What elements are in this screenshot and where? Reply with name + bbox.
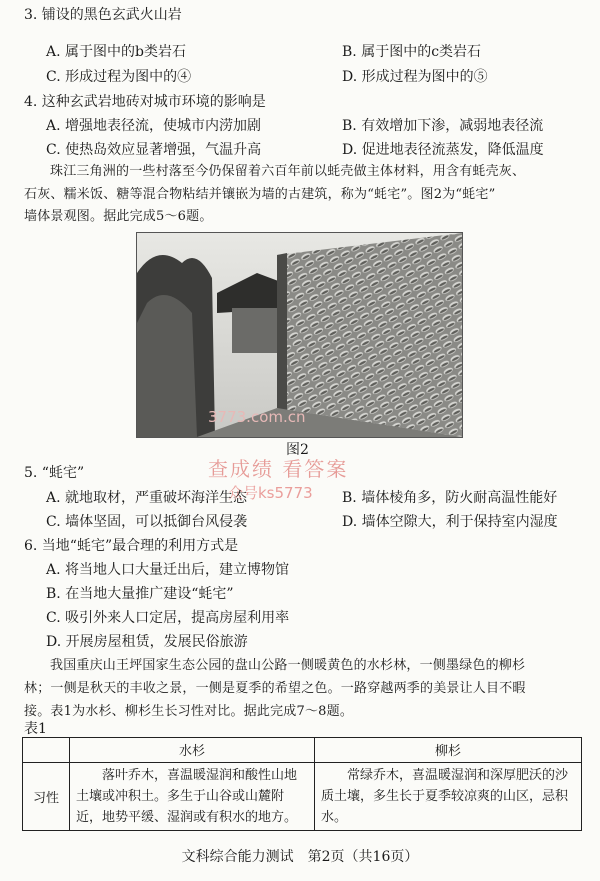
watermark-account: 众号ks5773 [228, 484, 313, 502]
passage-2-line-2: 林；一侧是秋天的丰收之景，一侧是夏季的希望之色。一路穿越两季的美景让人目不暇 [24, 681, 526, 696]
q4-option-d: D. 促进地表径流蒸发，降低温度 [342, 142, 544, 158]
table-header-japanese-cedar: 柳杉 [315, 738, 582, 763]
q6-option-c: C. 吸引外来人口定居，提高房屋利用率 [46, 610, 290, 626]
passage-1-line-3: 墙体景观图。据此完成5～6题。 [24, 209, 213, 224]
table-row-label: 习性 [23, 763, 70, 831]
passage-2-line-3: 接。表1为水杉、柳杉生长习性对比。据此完成7～8题。 [24, 704, 354, 719]
q6-option-b: B. 在当地大量推广建设“蚝宅” [46, 586, 234, 602]
species-habit-table [22, 737, 582, 831]
question-6-stem: 6. 当地“蚝宅”最合理的利用方式是 [24, 538, 239, 554]
q6-option-d: D. 开展房屋租赁，发展民俗旅游 [46, 634, 248, 650]
q3-option-d: D. 形成过程为图中的⑤ [342, 69, 488, 85]
q6-option-a: A. 将当地人口大量迁出后，建立博物馆 [46, 562, 290, 578]
question-4-stem: 4. 这种玄武岩地砖对城市环境的影响是 [24, 94, 266, 110]
passage-1-line-1: 珠江三角洲的一些村落至今仍保留着六百年前以蚝壳做主体材料，用含有蚝壳灰、 [50, 164, 526, 179]
q5-option-a: A. 就地取材，严重破坏海洋生态 [46, 490, 248, 506]
watermark-site: 3773.com.cn [208, 408, 306, 426]
question-3-stem: 3. 铺设的黑色玄武火山岩 [24, 7, 182, 23]
figure-caption: 图2 [286, 442, 309, 458]
table-title: 表1 [24, 721, 47, 737]
table-cell-japanese-cedar: 常绿乔木，喜温暖湿润和深厚肥沃的沙质土壤，多生长于夏季较凉爽的山区，忌积水。 [315, 763, 582, 831]
table-corner [23, 738, 70, 763]
q5-option-b: B. 墙体棱角多，防火耐高温性能好 [342, 490, 558, 506]
question-5-stem: 5. “蚝宅” [24, 465, 85, 481]
table-cell-dawn-redwood: 落叶乔木，喜温暖湿润和酸性山地土壤或冲积土。多生于山谷或山麓附近，地势平缓、湿润或有积水的地方。 [70, 763, 315, 831]
q5-option-c: C. 墙体坚固，可以抵御台风侵袭 [46, 514, 248, 530]
table-header-dawn-redwood: 水杉 [70, 738, 315, 763]
passage-2-line-1: 我国重庆山王坪国家生态公园的盘山公路一侧暖黄色的水杉林，一侧墨绿色的柳杉 [50, 658, 526, 673]
q5-option-d: D. 墙体空隙大，利于保持室内湿度 [342, 514, 558, 530]
watermark-slogan: 查成绩 看答案 [208, 457, 349, 481]
q4-option-a: A. 增强地表径流，使城市内涝加剧 [46, 118, 262, 134]
table-row [23, 763, 582, 831]
q4-option-b: B. 有效增加下渗，减弱地表径流 [342, 118, 544, 134]
passage-1-line-2: 石灰、糯米饭、糖等混合物粘结并镶嵌为墙的古建筑，称为“蚝宅”。图2为“蚝宅” [24, 187, 496, 202]
q3-option-b: B. 属于图中的c类岩石 [342, 44, 482, 60]
table-header-row [23, 738, 582, 763]
page-footer: 文科综合能力测试 第2页（共16页） [181, 849, 419, 865]
q3-option-a: A. 属于图中的b类岩石 [46, 44, 186, 60]
q4-option-c: C. 使热岛效应显著增强，气温升高 [46, 142, 262, 158]
q3-option-c: C. 形成过程为图中的④ [46, 69, 192, 85]
